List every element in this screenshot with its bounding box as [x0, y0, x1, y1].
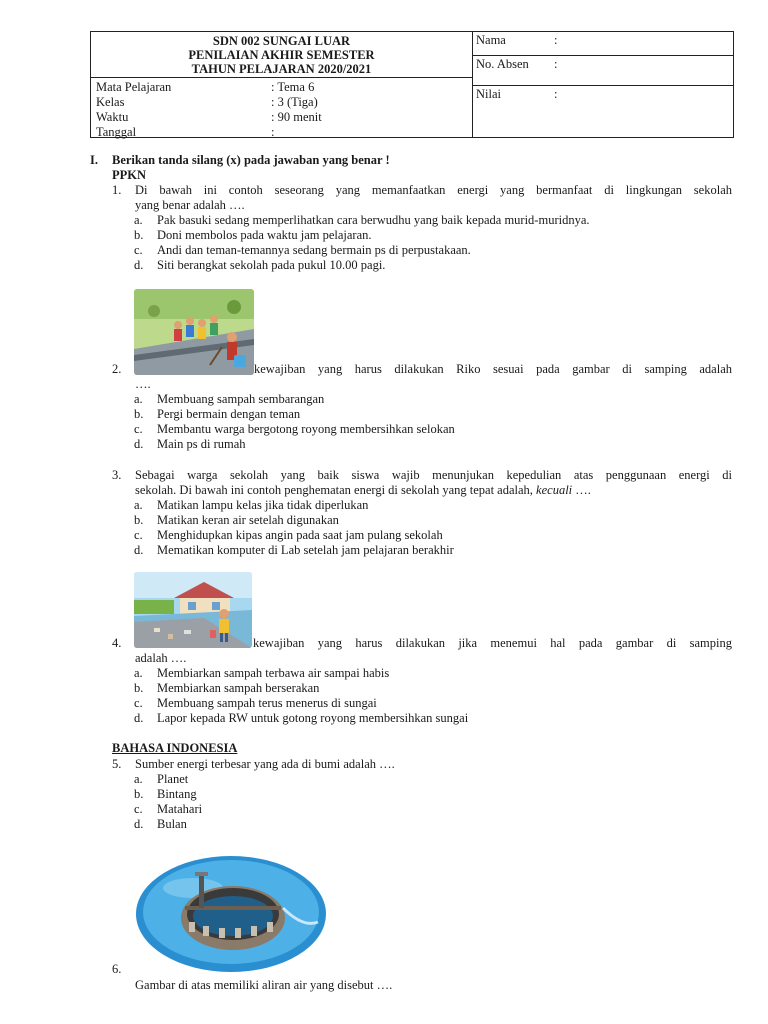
info-row-subject [96, 80, 466, 95]
q2-option-letter[interactable]: b. [134, 407, 144, 421]
q2-text-line1: kewajiban yang harus dilakukan Riko sesuai pada gambar di samping adalah [254, 362, 732, 376]
q2-number: 2. [112, 362, 122, 376]
info-value: : 90 menit [271, 110, 322, 124]
subject-ppkn: PPKN [112, 168, 147, 182]
info-label: Kelas [96, 95, 125, 109]
q2-option-text[interactable]: Pergi bermain dengan teman [157, 407, 301, 421]
q3-number: 3. [112, 468, 122, 482]
info-row-class [96, 95, 466, 110]
q3-line2-main: sekolah. Di bawah ini contoh penghematan energi di sekolah yang tepat adalah, [135, 483, 533, 497]
q6-text: Gambar di atas memiliki aliran air yang disebut …. [135, 978, 393, 992]
q5-option-letter[interactable]: d. [134, 817, 144, 831]
q4-option-text[interactable]: Membuang sampah terus menerus di sungai [157, 696, 377, 710]
q5-option-text[interactable]: Planet [157, 772, 189, 786]
header-info [96, 80, 466, 140]
q4-option-letter[interactable]: d. [134, 711, 144, 725]
q1-option-text[interactable]: Doni membolos pada waktu jam pelajaran. [157, 228, 372, 242]
info-label: Mata Pelajaran [96, 80, 172, 94]
q1-option-letter[interactable]: b. [134, 228, 144, 242]
q5-option-letter[interactable]: b. [134, 787, 144, 801]
score-colon: : [554, 87, 558, 101]
q5-option-letter[interactable]: c. [134, 802, 143, 816]
name-field[interactable] [472, 32, 733, 56]
q4-option-letter[interactable]: b. [134, 681, 144, 695]
q3-option-letter[interactable]: b. [134, 513, 144, 527]
q3-line2-end: …. [575, 483, 591, 497]
name-label: Nama [476, 33, 506, 47]
info-value: : Tema 6 [271, 80, 315, 94]
header-table [90, 31, 734, 138]
q3-option-letter[interactable]: d. [134, 543, 144, 557]
q1-option-letter[interactable]: d. [134, 258, 144, 272]
q5-option-text[interactable]: Matahari [157, 802, 203, 816]
q1-text-line2: yang benar adalah …. [135, 198, 245, 212]
q1-option-text[interactable]: Andi dan teman-temannya sedang bermain ps di perpustakaan. [157, 243, 471, 257]
q2-option-text[interactable]: Membuang sampah sembarangan [157, 392, 325, 406]
score-label: Nilai [476, 87, 501, 101]
q3-line2-kecuali: kecuali [536, 483, 573, 497]
q4-number: 4. [112, 636, 122, 650]
q5-number: 5. [112, 757, 122, 771]
q1-text-line1: Di bawah ini contoh seseorang yang memanfaatkan energi yang bermanfaat di lingkungan sekolah [135, 183, 732, 197]
q2-illustration [134, 289, 254, 375]
q3-option-text[interactable]: Matikan keran air setelah digunakan [157, 513, 339, 527]
q4-text-line1: kewajiban yang harus dilakukan jika menemui hal pada gambar di samping [253, 636, 732, 650]
q1-option-text[interactable]: Pak basuki sedang memperlihatkan cara berwudhu yang baik kepada murid-muridnya. [157, 213, 590, 227]
exam-name: PENILAIAN AKHIR SEMESTER [188, 48, 375, 62]
q4-text-line2: adalah …. [135, 651, 187, 665]
q3-option-text[interactable]: Menghidupkan kipas angin pada saat jam pulang sekolah [157, 528, 443, 542]
q4-option-text[interactable]: Membiarkan sampah berserakan [157, 681, 320, 695]
q5-text: Sumber energi terbesar yang ada di bumi adalah …. [135, 757, 395, 771]
q4-option-letter[interactable]: a. [134, 666, 143, 680]
school-name: SDN 002 SUNGAI LUAR [212, 34, 351, 48]
q3-option-text[interactable]: Mematikan komputer di Lab setelah jam pelajaran berakhir [157, 543, 454, 557]
name-colon: : [554, 33, 558, 47]
q3-option-letter[interactable]: a. [134, 498, 143, 512]
q1-option-letter[interactable]: a. [134, 213, 143, 227]
q3-text-line1: Sebagai warga sekolah yang baik siswa wajib menunjukan kepedulian atas penggunaan energi di [135, 468, 732, 482]
q4-option-text[interactable]: Membiarkan sampah terbawa air sampai habis [157, 666, 390, 680]
q4-option-text[interactable]: Lapor kepada RW untuk gotong royong membersihkan sungai [157, 711, 469, 725]
info-value: : 3 (Tiga) [271, 95, 318, 109]
q3-option-text[interactable]: Matikan lampu kelas jika tidak diperlukan [157, 498, 369, 512]
q4-option-letter[interactable]: c. [134, 696, 143, 710]
header-right [472, 32, 733, 137]
q5-option-text[interactable]: Bulan [157, 817, 187, 831]
q6-illustration [133, 848, 329, 974]
q2-option-letter[interactable]: c. [134, 422, 143, 436]
info-value: : [271, 125, 275, 139]
q6-number: 6. [112, 962, 122, 976]
q5-option-text[interactable]: Bintang [157, 787, 197, 801]
q1-option-letter[interactable]: c. [134, 243, 143, 257]
q2-option-text[interactable]: Membantu warga bergotong royong membersihkan selokan [157, 422, 455, 436]
header-title [91, 32, 472, 78]
info-row-date [96, 125, 466, 140]
q1-number: 1. [112, 183, 122, 197]
q1-option-text[interactable]: Siti berangkat sekolah pada pukul 10.00 pagi. [157, 258, 386, 272]
absen-label: No. Absen [476, 57, 529, 71]
q5-option-letter[interactable]: a. [134, 772, 143, 786]
q4-illustration [134, 572, 252, 648]
header-left [91, 32, 473, 137]
info-label: Waktu [96, 110, 129, 124]
q2-option-letter[interactable]: d. [134, 437, 144, 451]
q3-text-line2 [135, 483, 591, 498]
q3-option-letter[interactable]: c. [134, 528, 143, 542]
section-roman: I. [90, 153, 98, 167]
subject-bahasa: BAHASA INDONESIA [112, 741, 238, 755]
absen-colon: : [554, 57, 558, 71]
score-field[interactable] [472, 86, 733, 137]
absen-field[interactable] [472, 56, 733, 86]
info-row-time [96, 110, 466, 125]
q2-option-letter[interactable]: a. [134, 392, 143, 406]
q2-text-line2: …. [135, 377, 151, 391]
section-instruction: Berikan tanda silang (x) pada jawaban yang benar ! [112, 153, 390, 167]
info-label: Tanggal [96, 125, 137, 139]
q2-option-text[interactable]: Main ps di rumah [157, 437, 246, 451]
school-year: TAHUN PELAJARAN 2020/2021 [191, 62, 372, 76]
